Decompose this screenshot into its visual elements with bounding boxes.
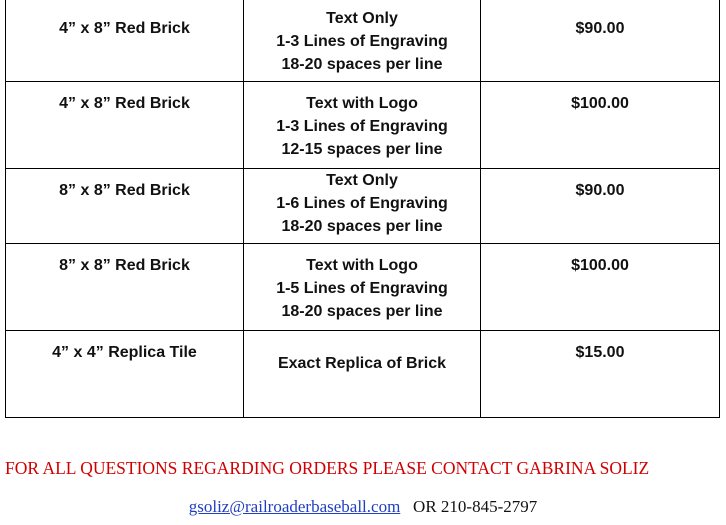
- table-row: [6, 244, 720, 331]
- description-line: 18-20 spaces per line: [281, 218, 443, 235]
- description-line: Exact Replica of Brick: [277, 355, 447, 372]
- description-line: 18-20 spaces per line: [281, 56, 443, 73]
- price-value: $90.00: [575, 182, 625, 199]
- description-line: 1-5 Lines of Engraving: [276, 280, 448, 297]
- description-line: Text Only: [326, 10, 398, 27]
- description-cell: [244, 331, 481, 418]
- price-cell: [481, 0, 720, 82]
- product-cell: [6, 82, 244, 169]
- contact-separator: OR: [413, 497, 437, 516]
- price-value: $90.00: [575, 20, 625, 37]
- product-name: 4” x 8” Red Brick: [59, 20, 190, 37]
- phone-number: 210-845-2797: [440, 497, 538, 516]
- description-cell: [244, 82, 481, 169]
- email-link[interactable]: gsoliz@railroaderbaseball.com: [188, 497, 401, 516]
- description-line: 1-6 Lines of Engraving: [276, 195, 448, 212]
- pricing-table: [5, 0, 720, 418]
- description-line: 1-3 Lines of Engraving: [276, 118, 448, 135]
- description-line: 1-3 Lines of Engraving: [276, 33, 448, 50]
- contact-line: [0, 497, 726, 517]
- price-value: $100.00: [571, 257, 629, 274]
- table-row: [6, 331, 720, 418]
- product-cell: [6, 331, 244, 418]
- price-cell: [481, 331, 720, 418]
- product-name: 8” x 8” Red Brick: [59, 257, 190, 274]
- product-cell: [6, 244, 244, 331]
- product-cell: [6, 0, 244, 82]
- product-name: 4” x 4” Replica Tile: [52, 344, 197, 361]
- table-row: [6, 0, 720, 82]
- table-row: [6, 82, 720, 169]
- description-cell: [244, 0, 481, 82]
- description-line: Text with Logo: [306, 257, 418, 274]
- product-name: 8” x 8” Red Brick: [59, 182, 190, 199]
- product-cell: [6, 169, 244, 244]
- price-value: $100.00: [571, 95, 629, 112]
- description-cell: [244, 244, 481, 331]
- description-line: Text Only: [326, 172, 398, 189]
- price-cell: [481, 244, 720, 331]
- product-name: 4” x 8” Red Brick: [59, 95, 190, 112]
- description-cell: [244, 169, 481, 244]
- description-line: 18-20 spaces per line: [281, 303, 443, 320]
- table-row: [6, 169, 720, 244]
- description-line: 12-15 spaces per line: [281, 141, 443, 158]
- price-cell: [481, 169, 720, 244]
- price-cell: [481, 82, 720, 169]
- description-line: Text with Logo: [306, 95, 418, 112]
- contact-notice: FOR ALL QUESTIONS REGARDING ORDERS PLEASE CONTACT GABRINA SOLIZ: [5, 458, 650, 478]
- price-value: $15.00: [575, 344, 625, 361]
